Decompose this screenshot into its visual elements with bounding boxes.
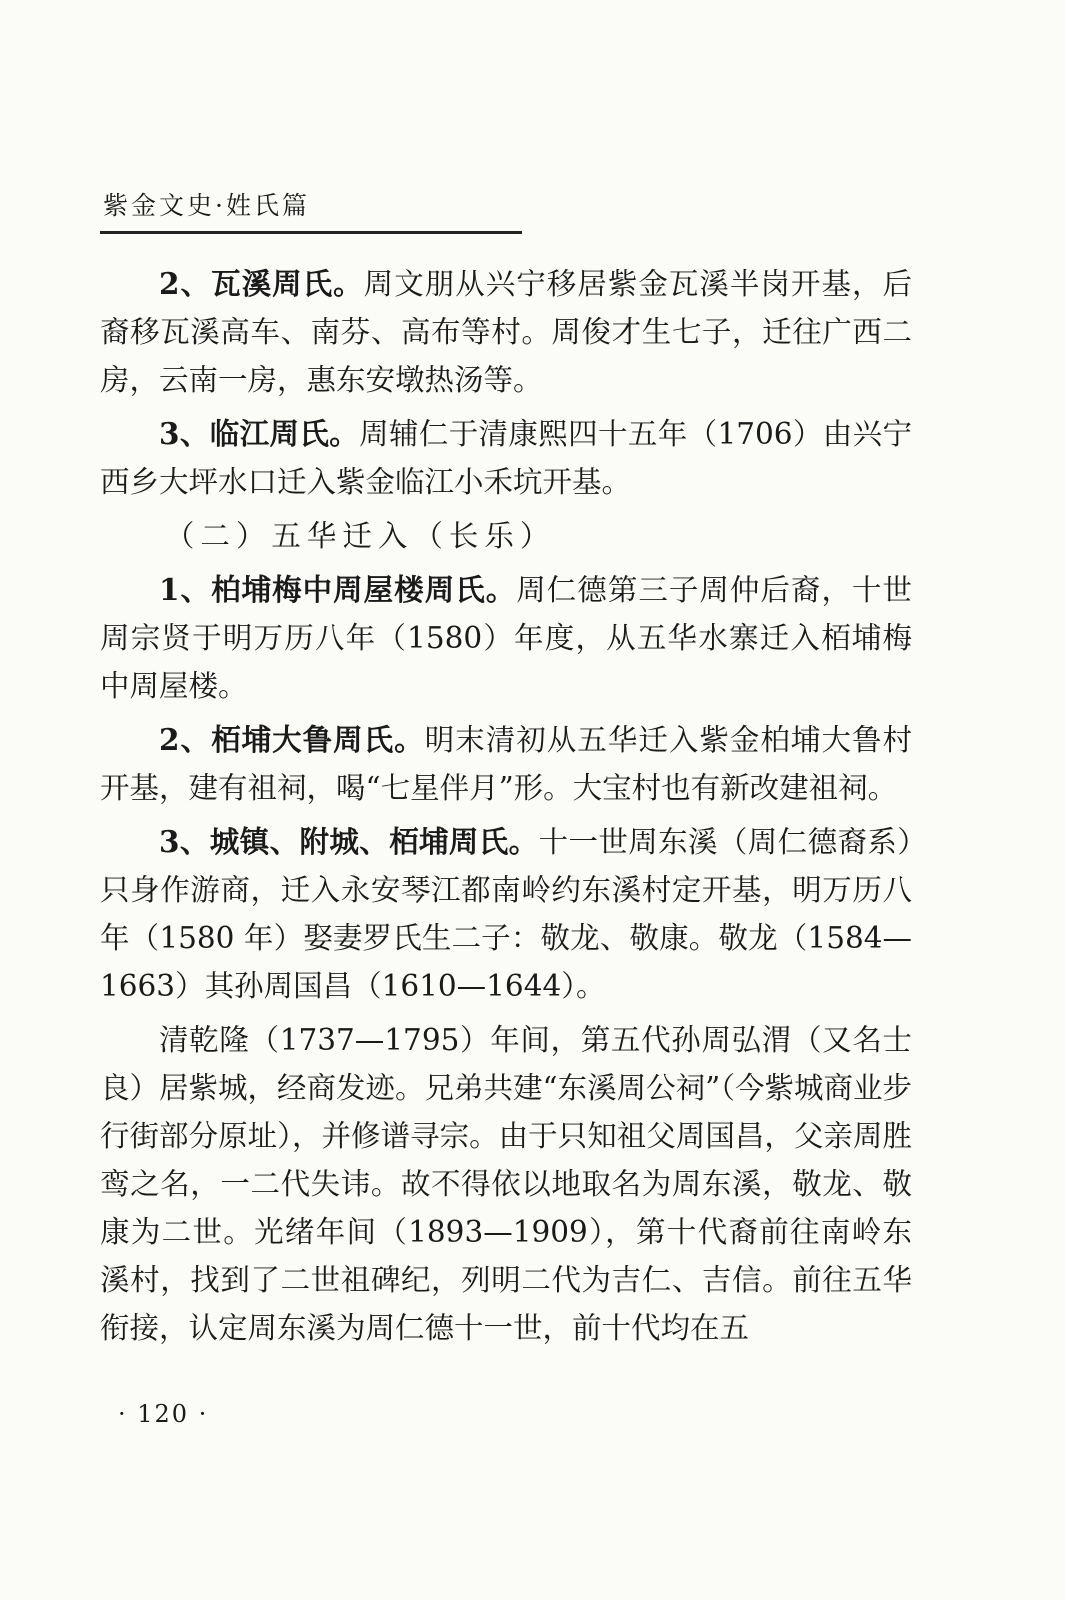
body-text <box>100 260 912 1358</box>
paragraph <box>100 566 912 710</box>
paragraph-text: 清乾隆（1737—1795）年间，第五代孙周弘渭（又名士良）居紫城，经商发迹。兄弟共建“东溪周公祠”（今紫城商业步行街部分原址），并修谱寻宗。由于只知祖父周国昌，父亲周胜鸾之名，一二代失讳。故不得依以地取名为周东溪，敬龙、敬康为二世。光绪年间（1893—1909），第十代裔前往南岭东溪村，找到了二世祖碑纪，列明二代为吉仁、吉信。前往五华衔接，认定周东溪为周仁德十一世，前十代均在五 <box>100 1023 912 1345</box>
paragraph-text: 周辅仁于清康熙四十五年（1706）由兴宁西乡大坪水口迁入紫金临江小禾坑开基。 <box>100 417 913 499</box>
paragraph-label: 2、栢埔大鲁周氏。 <box>159 722 425 757</box>
section-heading: （二）五华迁入（长乐） <box>164 519 556 553</box>
paragraph-text: 周文朋从兴宁移居紫金瓦溪半岗开基，后裔移瓦溪高车、南芬、高布等村。周俊才生七子，迁往广西二房，云南一房，惠东安墩热汤等。 <box>100 267 912 397</box>
paragraph-label: 2、瓦溪周氏。 <box>159 266 364 301</box>
page-number: · 120 · <box>118 1400 209 1428</box>
paragraph-label: 3、城镇、附城、栢埔周氏。 <box>159 824 539 859</box>
paragraph <box>100 410 912 506</box>
paragraph-text: 十一世周东溪（周仁德裔系）只身作游商，迁入永安琴江都南岭约东溪村定开基，明万历八年（1580 年）娶妻罗氏生二子：敬龙、敬康。敬龙（1584—1663）其孙周国昌（1610—1644）。 <box>100 825 912 1003</box>
paragraph <box>100 716 912 812</box>
paragraph-text: 明末清初从五华迁入紫金柏埔大鲁村开基，建有祖祠，喝“七星伴月”形。大宝村也有新改建祖祠。 <box>100 723 912 805</box>
paragraph-text: 周仁德第三子周仲后裔，十世周宗贤于明万历八年（1580）年度，从五华水寨迁入栢埔梅中周屋楼。 <box>100 573 912 703</box>
running-header: 紫金文史·姓氏篇 <box>103 191 310 220</box>
paragraph <box>100 260 912 404</box>
paragraph-label: 1、柏埔梅中周屋楼周氏。 <box>159 572 517 607</box>
paragraph <box>100 818 912 1010</box>
paragraph-label: 3、临江周氏。 <box>159 416 360 451</box>
paragraph <box>100 1016 912 1352</box>
header-rule <box>100 231 522 234</box>
